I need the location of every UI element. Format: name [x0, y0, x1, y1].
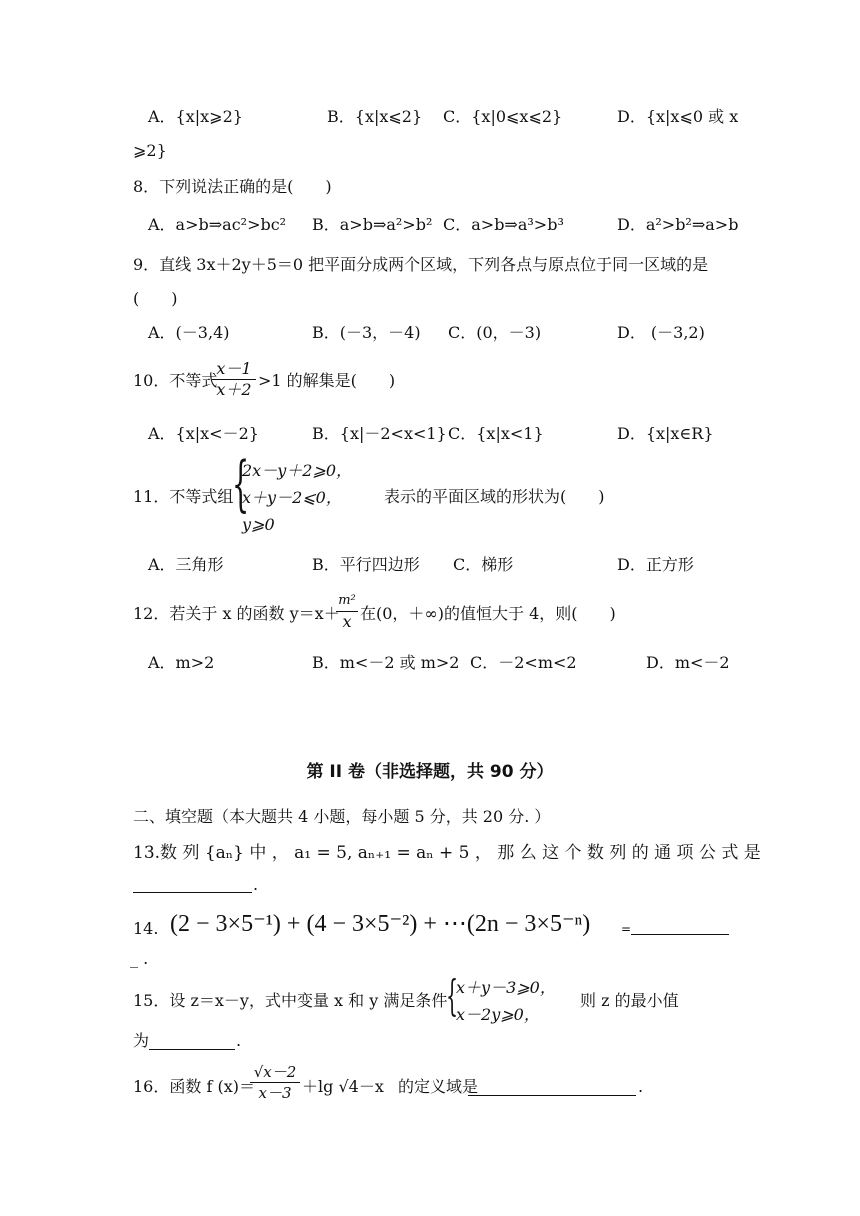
q10-prefix: 10．不等式	[133, 371, 218, 390]
q14-continued: _ .	[130, 949, 149, 968]
q12-option-d: D．m<－2	[646, 653, 730, 672]
q15-answer-blank	[149, 1048, 235, 1050]
q10-option-a: A．{x|x<－2}	[148, 424, 259, 443]
q10-option-b: B．{x|－2<x<1}	[312, 424, 447, 443]
q10-suffix: >1 的解集是( )	[258, 371, 396, 390]
q11-system-line-2: x＋y－2⩽0，	[242, 488, 342, 507]
q12-option-b: B．m<－2 或 m>2	[312, 653, 460, 672]
q9-option-b: B．(－3，－4)	[312, 323, 421, 342]
fraction-bar	[250, 1082, 300, 1083]
q8-option-b: B．a>b⇒a²>b²	[312, 215, 433, 234]
q11-suffix: 表示的平面区域的形状为( )	[384, 487, 605, 506]
q14-answer-blank	[631, 933, 729, 935]
q11-system-line-1: 2x－y＋2⩾0，	[242, 461, 353, 480]
q9-option-d: D． (－3,2)	[617, 323, 705, 342]
q9-option-a: A．(－3,4)	[148, 323, 230, 342]
q10-denominator: x＋2	[216, 380, 252, 399]
q8-option-d: D．a²>b²⇒a>b	[617, 215, 739, 234]
q15-suffix: 则 z 的最小值	[580, 991, 679, 1010]
q13-text: 13.数 列 {aₙ} 中 ， a₁ = 5, aₙ₊₁ = aₙ + 5 ， 那 么 这 个 数 列 的 通 项 公 式 是	[133, 843, 761, 863]
q15-system-line-1: x＋y－3⩾0，	[456, 978, 556, 997]
q10-option-c: C．{x|x<1}	[448, 424, 544, 443]
q9-option-c: C．(0，－3)	[448, 323, 542, 342]
q16-end: .	[638, 1077, 644, 1096]
q8-option-c: C．a>b⇒a³>b³	[443, 215, 564, 234]
q16-answer-blank	[468, 1094, 636, 1096]
part-two-title: 第 II 卷（非选择题，共 90 分）	[306, 762, 554, 782]
q13-answer-blank	[133, 891, 252, 893]
q15-continued: 为	[133, 1031, 150, 1050]
q16-prefix: 16．函数 f (x)＝	[133, 1077, 255, 1096]
q7-option-c: C．{x|0⩽x⩽2}	[443, 107, 563, 126]
q12-option-c: C．－2<m<2	[470, 653, 577, 672]
q11-prefix: 11．不等式组	[133, 487, 234, 506]
q15-end: .	[236, 1031, 242, 1050]
q14-number: 14.	[133, 919, 159, 938]
q7-option-b: B．{x|x⩽2}	[327, 107, 423, 126]
q12-denominator: x	[342, 612, 352, 631]
q16-numerator: √x－2	[253, 1063, 297, 1081]
q14-expression: (2 − 3×5⁻¹) + (4 − 3×5⁻²) + ⋯(2n − 3×5⁻ⁿ)	[170, 911, 591, 937]
q8-option-a: A．a>b⇒ac²>bc²	[148, 215, 287, 234]
q13-end: .	[253, 875, 259, 894]
q10-option-d: D．{x|x∈R}	[617, 424, 714, 443]
q14-equals: =	[621, 922, 632, 936]
q11-option-c: C．梯形	[453, 555, 514, 574]
q11-option-b: B．平行四边形	[312, 555, 420, 574]
q11-option-a: A．三角形	[148, 555, 224, 574]
system-brace: {	[232, 449, 250, 519]
section-two-heading: 二、填空题（本大题共 4 小题，每小题 5 分，共 20 分. ）	[133, 807, 551, 826]
q10-numerator: x－1	[216, 359, 252, 378]
system-brace: {	[446, 971, 459, 1020]
q10-fraction	[212, 360, 256, 399]
q7-option-d-continued: ⩾2}	[133, 141, 167, 160]
q9-stem: 9．直线 3x＋2y＋5＝0 把平面分成两个区域，下列各点与原点位于同一区域的是	[133, 255, 709, 274]
q9-stem-continued: ( )	[133, 289, 178, 308]
q12-suffix: 在(0，＋∞)的值恒大于 4，则( )	[360, 604, 616, 623]
q15-system-line-2: x－2y⩾0，	[456, 1005, 540, 1024]
q12-prefix: 12．若关于 x 的函数 y＝x＋	[133, 604, 340, 623]
q12-numerator: m²	[338, 593, 356, 608]
q7-option-a: A．{x|x⩾2}	[148, 107, 243, 126]
q16-fraction	[250, 1063, 300, 1102]
q12-fraction	[336, 592, 358, 631]
q16-suffix: 的定义域是	[398, 1077, 479, 1096]
q11-system-line-3: y⩾0	[242, 515, 275, 534]
q7-option-d: D．{x|x⩽0 或 x	[617, 107, 739, 126]
q12-option-a: A．m>2	[148, 653, 215, 672]
q16-middle: ＋lg √4－x	[302, 1077, 384, 1096]
q16-denominator: x－3	[258, 1084, 292, 1102]
q8-stem: 8．下列说法正确的是( )	[133, 177, 332, 196]
q15-prefix: 15．设 z＝x－y，式中变量 x 和 y 满足条件	[133, 991, 448, 1010]
q11-option-d: D．正方形	[617, 555, 694, 574]
